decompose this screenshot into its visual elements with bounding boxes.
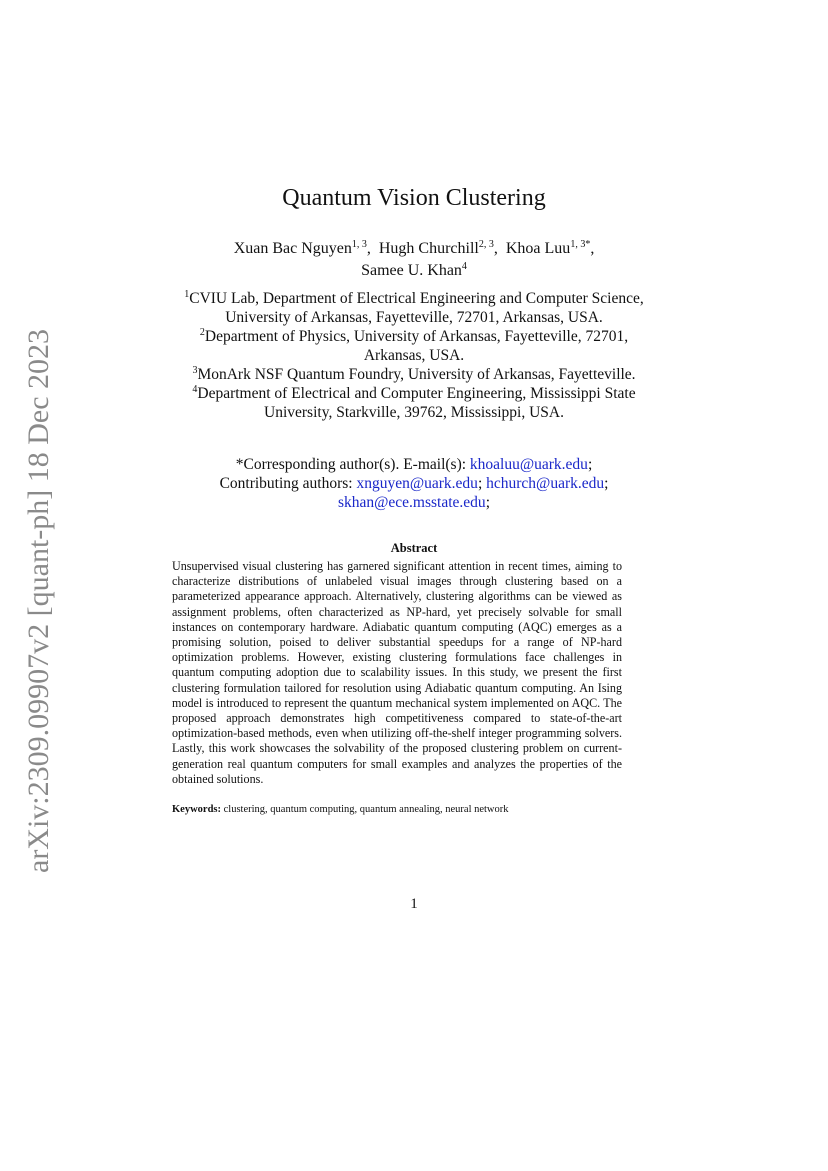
abstract-heading: Abstract: [390, 541, 438, 555]
author-superscript: 2, 3: [478, 239, 494, 250]
email-link[interactable]: khoaluu@uark.edu: [469, 456, 588, 473]
affiliation-2-line-2: Arkansas, USA.: [363, 347, 465, 364]
arxiv-identifier: arXiv:2309.09907v2 [quant-ph] 18 Dec 2023: [22, 328, 55, 873]
author-name: Xuan Bac Nguyen: [233, 240, 352, 257]
author-name: Samee U. Khan: [361, 262, 462, 279]
author-line-2: [0, 260, 828, 282]
affiliation-1-line-2: University of Arkansas, Fayetteville, 72701, Arkansas, USA.: [225, 309, 603, 326]
affiliation-text: Department of Physics, University of Arkansas, Fayetteville, 72701,: [204, 328, 629, 345]
affiliation-4-line-1: [0, 384, 828, 403]
contributing-authors-line: Contributing authors: xnguyen@uark.edu; hchurch@uark.edu;: [219, 475, 609, 492]
affiliation-1-line-1: [0, 289, 828, 308]
affiliation-superscript: 3: [192, 365, 198, 376]
author-superscript: 1, 3: [351, 239, 367, 250]
affiliation-text: CVIU Lab, Department of Electrical Engineering and Computer Science,: [189, 290, 644, 307]
abstract-body: Unsupervised visual clustering has garnered significant attention in recent times, aiming to characterize distributions of unlabeled visual images through clustering based on a parameterized appearance approach. Alternatively, clustering algorithms can be viewed as assignment problems, often characterized as NP-hard, yet precisely solvable for small instances on contemporary hardware. Adiabatic quantum computing (AQC) emerges as a promising solution, poised to deliver substantial speedups for a range of NP-hard optimization problems. However, existing clustering formulations face challenges in quantum computing adoption due to scalability issues. In this study, we present the first clustering formulation tailored for resolution using Adiabatic quantum computing. An Ising model is introduced to represent the quantum mechanical system implemented on AQC. The proposed approach demonstrates high competitiveness compared to state-of-the-art optimization-based methods, even when utilizing off-the-shelf integer programming solvers. Lastly, this work showcases the solvability of the proposed clustering problem on current-generation real quantum computers for small examples and analyzes the properties of the obtained solutions.: [172, 559, 622, 786]
email-link[interactable]: skhan@ece.msstate.edu: [337, 494, 486, 511]
keywords-label: Keywords:: [172, 804, 221, 815]
paper-title: Quantum Vision Clustering: [282, 185, 546, 211]
affiliation-text: MonArk NSF Quantum Foundry, University of Arkansas, Fayetteville.: [197, 366, 636, 383]
affiliation-3-line-1: [0, 365, 828, 384]
affiliation-text: Department of Electrical and Computer Engineering, Mississippi State: [197, 385, 636, 402]
affiliation-superscript: 2: [199, 327, 205, 338]
contributing-label: Contributing authors:: [219, 475, 357, 492]
author-superscript: 1, 3*: [570, 239, 591, 250]
keywords-list: clustering, quantum computing, quantum annealing, neural network: [221, 804, 509, 815]
affiliation-superscript: 1: [184, 289, 190, 300]
page-number: 1: [410, 896, 418, 912]
affiliation-4-line-2: University, Starkville, 39762, Mississippi, USA.: [264, 404, 564, 421]
affiliation-2-line-1: [0, 327, 828, 346]
email-link[interactable]: hchurch@uark.edu: [486, 475, 605, 492]
corresponding-author-line: *Corresponding author(s). E-mail(s): khoaluu@uark.edu;: [235, 456, 593, 473]
affiliation-superscript: 4: [192, 384, 198, 395]
author-line-1: Xuan Bac Nguyen$^{1, 3}$, Hugh Churchill$^{2, 3}$, Khoa Luu$^{1, 3*}$,: [233, 239, 595, 257]
email-link[interactable]: xnguyen@uark.edu: [356, 475, 478, 492]
contributing-authors-line-2: skhan@ece.msstate.edu;: [337, 494, 490, 511]
corresponding-label: *Corresponding author(s). E-mail(s):: [235, 456, 470, 473]
author-name: Hugh Churchill: [378, 240, 479, 257]
author-superscript: 4: [461, 261, 467, 272]
author-name: Khoa Luu: [505, 240, 571, 257]
keywords: [172, 803, 632, 817]
